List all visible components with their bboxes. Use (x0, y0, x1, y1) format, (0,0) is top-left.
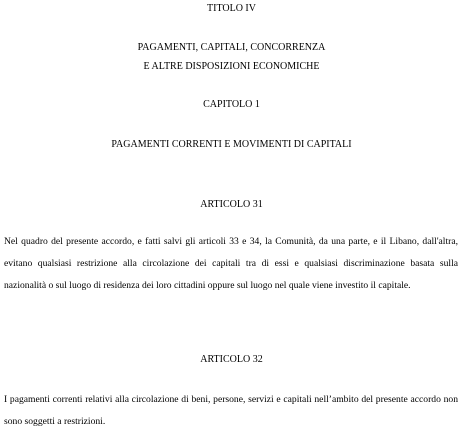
title-number: TITOLO IV (207, 3, 256, 14)
title-heading-line-1: PAGAMENTI, CAPITALI, CONCORRENZA (137, 42, 326, 53)
article-31-heading: ARTICOLO 31 (200, 199, 263, 210)
article-31-text: Nel quadro del presente accordo, e fatti salvi gli articoli 33 e 34, la Comunità, da una parte, e il Libano, dall'altra, evitano qualsiasi restrizione alla circolazione dei capitali tra di essi e qualsiasi discriminazione basata sulla nazionalità o sul luogo di residenza dei loro cittadini oppure sul luogo nel quale viene investito il capitale. (4, 236, 458, 291)
article-32-heading: ARTICOLO 32 (200, 354, 263, 365)
chapter-heading: PAGAMENTI CORRENTI E MOVIMENTI DI CAPITALI (111, 139, 352, 150)
chapter-number: CAPITOLO 1 (203, 99, 260, 110)
article-32-text: I pagamenti correnti relativi alla circolazione di beni, persone, servizi e capitali nell’ambito del presente accordo non sono soggetti a restrizioni. (4, 394, 458, 427)
title-heading-line-2: E ALTRE DISPOSIZIONI ECONOMICHE (143, 61, 320, 72)
